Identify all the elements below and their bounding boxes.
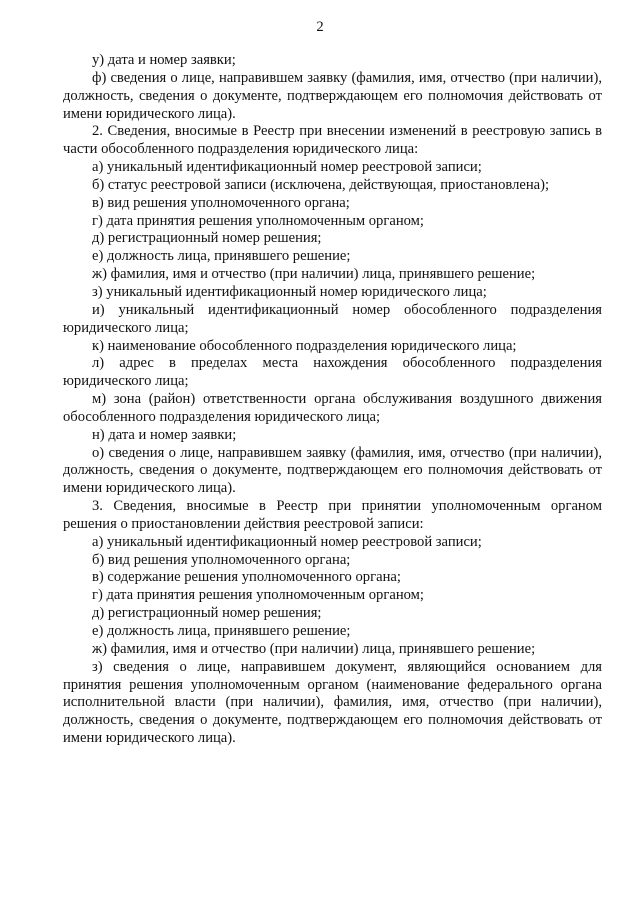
list-item: н) дата и номер заявки; xyxy=(92,426,237,443)
list-item: г) дата принятия решения уполномоченным органом; xyxy=(92,587,424,604)
list-item: в) вид решения уполномоченного органа; xyxy=(92,194,350,211)
list-item: а) уникальный идентификационный номер реестровой записи; xyxy=(92,159,482,176)
list-item: м) зона (район) ответственности органа обслуживания воздушного движения обособленного подразделения юридического лица; xyxy=(63,391,602,425)
list-item: б) вид решения уполномоченного органа; xyxy=(92,551,351,568)
list-item: в) содержание решения уполномоченного органа; xyxy=(92,569,401,586)
list-item: и) уникальный идентификационный номер обособленного подразделения юридического лица; xyxy=(63,301,602,336)
list-item: д) регистрационный номер решения; xyxy=(92,605,322,622)
list-item: е) должность лица, принявшего решение; xyxy=(92,248,351,265)
section-heading-paragraph: 2. Сведения, вносимые в Реестр при внесении изменений в реестровую запись в части обособленного подразделения юридического лица: xyxy=(63,123,602,158)
paragraph: ф) сведения о лице, направившем заявку (фамилия, имя, отчество (при наличии), должность, сведения о документе, подтверждающем его полномочия действовать от имени юридического лица). xyxy=(63,69,602,122)
list-item: е) должность лица, принявшего решение; xyxy=(92,623,351,639)
document-body xyxy=(63,52,602,748)
list-item: а) уникальный идентификационный номер реестровой записи; xyxy=(92,533,482,550)
list-item: з) уникальный идентификационный номер юридического лица; xyxy=(92,283,487,300)
list-item: з) сведения о лице, направившем документ, являющийся основанием для принятия решения уполномоченным органом (наименование федерального органа исполнительной власти (при наличии), фамилия, имя, отчество (при наличии), должность, сведения о документе, подтверждающем его полномочия действовать от имени юридического лица). xyxy=(63,658,602,747)
list-item: о) сведения о лице, направившем заявку (фамилия, имя, отчество (при наличии), должность, сведения о документе, подтверждающем его полномочия действовать от имени юридического лица). xyxy=(63,444,602,497)
section-heading-paragraph: 3. Сведения, вносимые в Реестр при принятии уполномоченным органом решения о приостановлении действия реестровой записи: xyxy=(63,498,602,532)
list-item: б) статус реестровой записи (исключена, действующая, приостановлена); xyxy=(92,176,550,193)
list-item: д) регистрационный номер решения; xyxy=(92,230,322,247)
list-item: к) наименование обособленного подразделения юридического лица; xyxy=(92,337,517,354)
paragraph: у) дата и номер заявки; xyxy=(92,52,236,68)
list-item: ж) фамилия, имя и отчество (при наличии) лица, принявшего решение; xyxy=(92,640,536,657)
list-item: ж) фамилия, имя и отчество (при наличии) лица, принявшего решение; xyxy=(92,266,536,283)
list-item: г) дата принятия решения уполномоченным органом; xyxy=(92,212,424,229)
list-item: л) адрес в пределах места нахождения обособленного подразделения юридического лица; xyxy=(63,355,602,390)
page-number: 2 xyxy=(316,19,324,35)
